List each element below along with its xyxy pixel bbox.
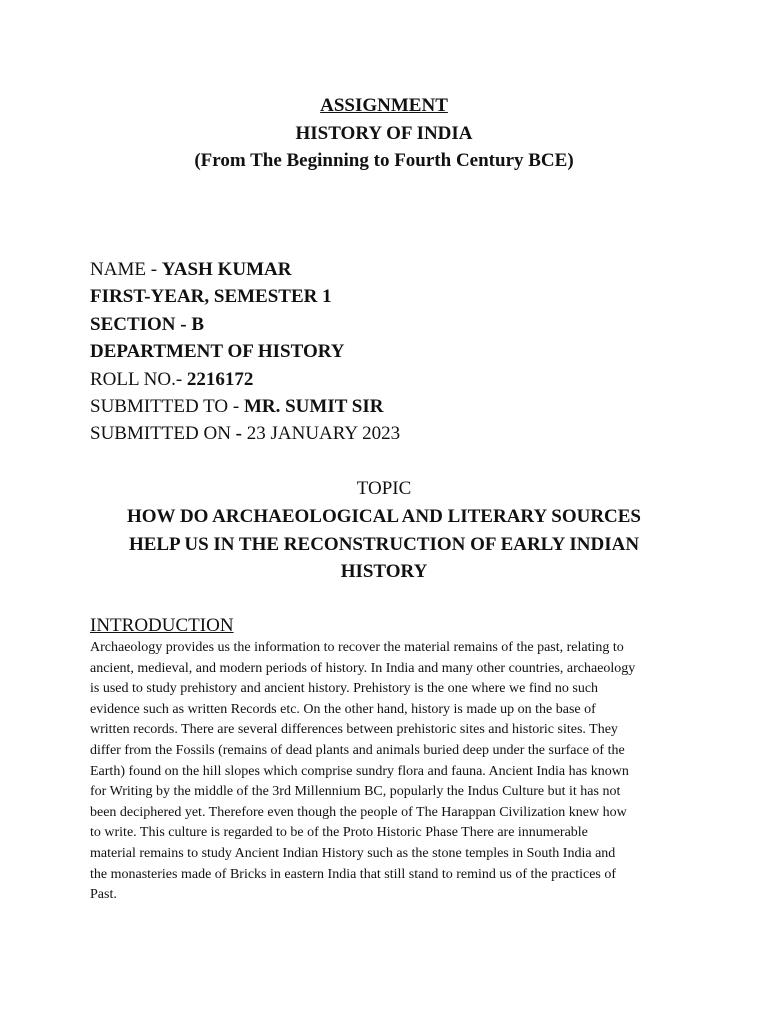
paragraph-line: written records. There are several differences between prehistoric sites and historic sites. They <box>90 722 618 738</box>
introduction-heading: INTRODUCTION <box>90 615 234 636</box>
section-row: SECTION - B <box>90 313 205 335</box>
paragraph-line: evidence such as written Records etc. On the other hand, history is made up on the base of <box>90 701 596 717</box>
paragraph-line: Archaeology provides us the information to recover the material remains of the past, relating to <box>90 640 624 655</box>
paragraph-line: ancient, medieval, and modern periods of history. In India and many other countries, archaeology <box>90 660 636 676</box>
introduction-paragraph <box>90 638 690 906</box>
paragraph-line: Past. <box>90 887 117 903</box>
roll-label: ROLL NO.- <box>90 368 187 390</box>
roll-value: 2216172 <box>186 368 254 390</box>
topic-title-line: HOW DO ARCHAEOLOGICAL AND LITERARY SOURCES <box>126 506 641 527</box>
assignment-title: ASSIGNMENT <box>320 95 448 116</box>
topic-title-line: HISTORY <box>340 561 428 582</box>
paragraph-line: material remains to study Ancient Indian History such as the stone temples in South India and <box>90 845 616 861</box>
name-row <box>90 256 400 283</box>
paragraph-line: the monasteries made of Bricks in eastern India that still stand to remind us of the practices of <box>90 866 617 882</box>
department-row: DEPARTMENT OF HISTORY <box>90 341 345 363</box>
paragraph-line: been deciphered yet. Therefore even though the people of The Harappan Civilization knew how <box>90 804 627 820</box>
year-row: FIRST-YEAR, SEMESTER 1 <box>90 286 332 308</box>
submitted-to-label: SUBMITTED TO - <box>90 395 244 417</box>
paragraph-line: Earth) found on the hill slopes which comprise sundry flora and fauna. Ancient India has known <box>90 763 629 779</box>
topic-title <box>90 503 678 586</box>
subject-range: (From The Beginning to Fourth Century BCE) <box>194 150 574 171</box>
paragraph-line: differ from the Fossils (remains of dead plants and animals buried deep under the surface of the <box>90 742 625 758</box>
topic-label: TOPIC <box>356 478 412 499</box>
submitted-to-value: MR. SUMIT SIR <box>243 395 384 417</box>
submitted-on-label: SUBMITTED ON <box>90 423 236 445</box>
paragraph-line: is used to study prehistory and ancient history. Prehistory is the one where we find no such <box>90 681 599 697</box>
name-value: YASH KUMAR <box>161 259 292 280</box>
name-label: NAME - <box>90 259 162 280</box>
submitted-on-dash: - <box>235 423 247 445</box>
subject-title: HISTORY OF INDIA <box>295 123 473 144</box>
roll-row <box>90 366 400 393</box>
paragraph-line: for Writing by the middle of the 3rd Millennium BC, popularly the Indus Culture but it has not <box>90 784 621 800</box>
paragraph-line: to write. This culture is regarded to be of the Proto Historic Phase There are innumerable <box>90 825 588 841</box>
topic-title-line: HELP US IN THE RECONSTRUCTION OF EARLY INDIAN <box>128 533 640 555</box>
submitted-on-value: 23 JANUARY 2023 <box>246 423 401 445</box>
submitted-to-row <box>90 393 400 420</box>
student-details <box>90 256 400 448</box>
submitted-on-row <box>90 420 400 447</box>
